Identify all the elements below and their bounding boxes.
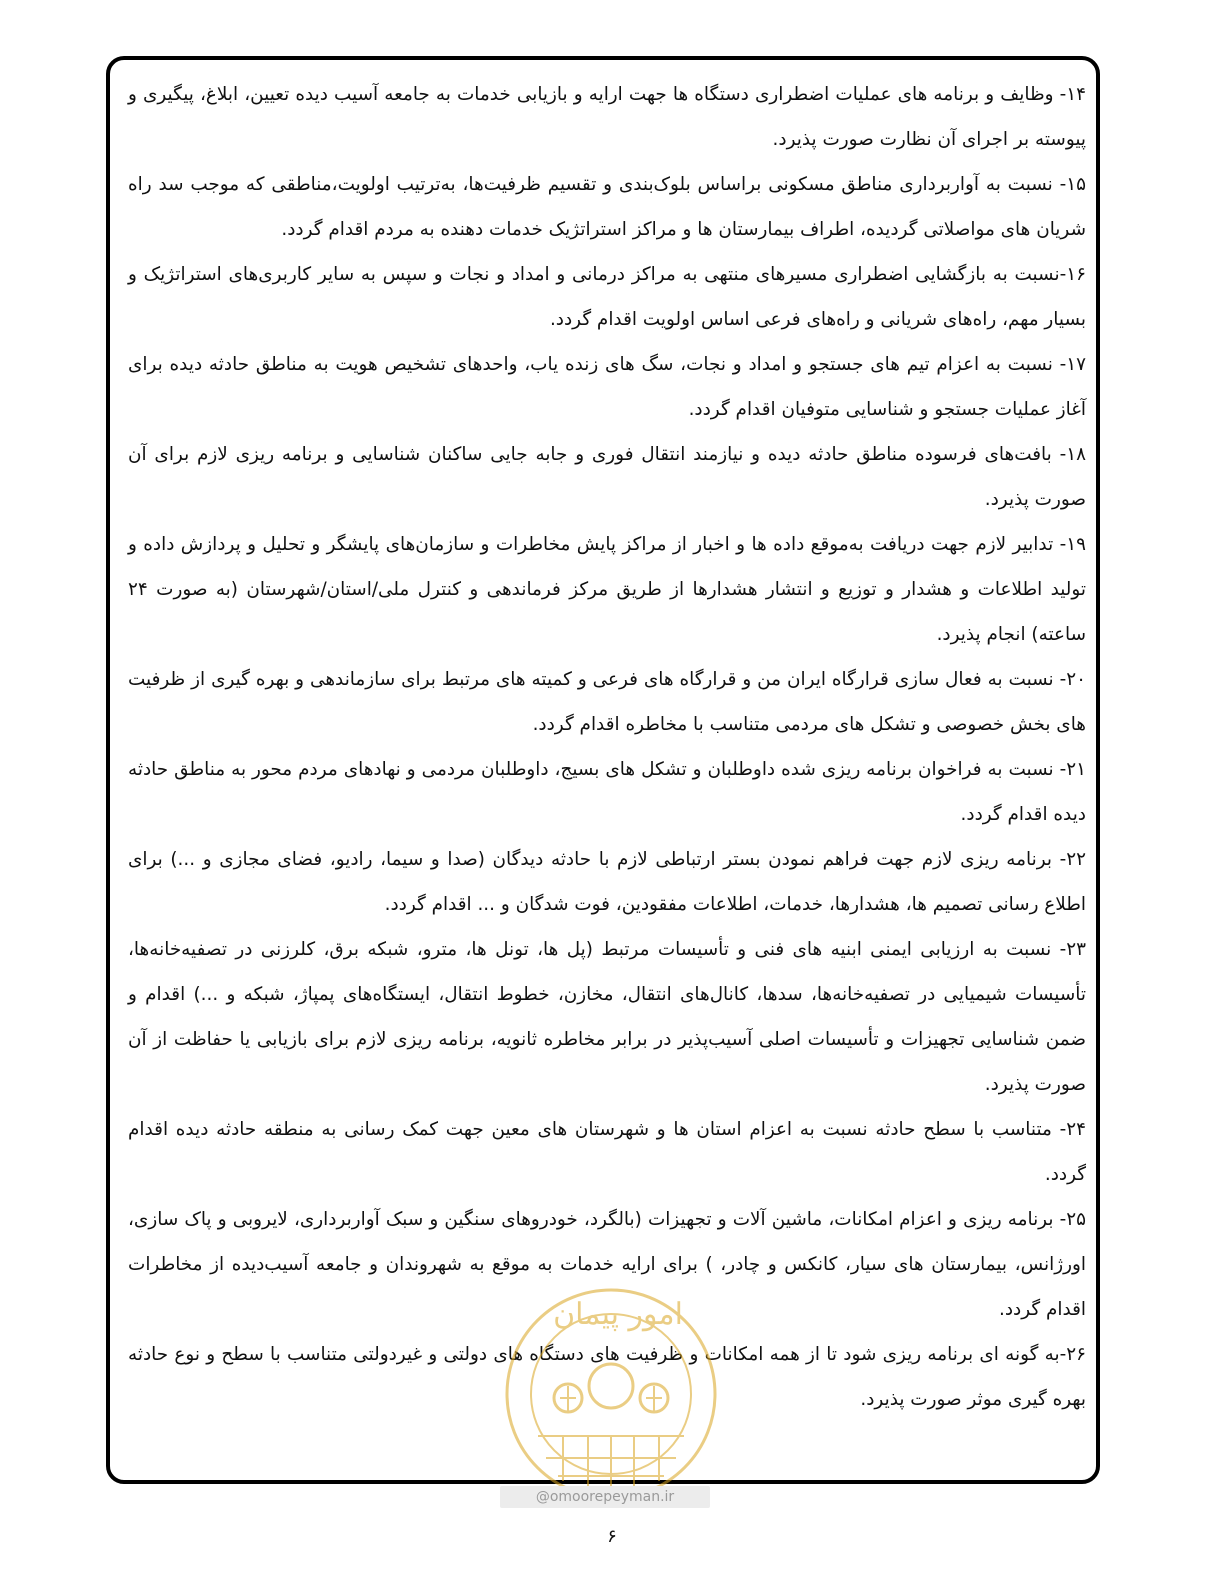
paragraph-24: ۲۴- متناسب با سطح حادثه نسبت به اعزام استان ها و شهرستان های معین جهت کمک رسانی به منطقه حادثه دیده اقدام گردد.: [128, 1119, 1086, 1185]
svg-text:امور پیمان: امور پیمان: [553, 1297, 683, 1332]
paragraph-26: ۲۶-به گونه ای برنامه ریزی شود تا از همه امکانات و ظرفیت های دستگاه های دولتی و غیردولتی متناسب با سطح و نوع حادثه بهره گیری موثر صورت پذیرد.: [128, 1344, 1086, 1410]
paragraph-20: ۲۰- نسبت به فعال سازی قرارگاه ایران من و قرارگاه های فرعی و کمیته های مرتبط برای سازماندهی و بهره گیری از ظرفیت های بخش خصوصی و تشکل های مردمی متناسب با مخاطره اقدام گردد.: [128, 669, 1086, 735]
page-number: ۶: [607, 1526, 617, 1547]
watermark-site: @omoorepeyman.ir: [500, 1486, 710, 1508]
paragraph-22: ۲۲- برنامه ریزی لازم جهت فراهم نمودن بستر ارتباطی لازم با حادثه دیدگان (صدا و سیما، رادیو، فضای مجازی و ...) برای اطلاع رسانی تصمیم ها، هشدارها، خدمات، اطلاعات مفقودین، فوت شدگان و ... اقدام گردد.: [128, 849, 1086, 915]
paragraph-14: ۱۴- وظایف و برنامه های عملیات اضطراری دستگاه ها جهت ارایه و بازیابی خدمات به جامعه آسیب دیده تعیین، ابلاغ، پیگیری و پیوسته بر اجرای آن نظارت صورت پذیرد.: [128, 84, 1086, 150]
paragraph-15: ۱۵- نسبت به آواربرداری مناطق مسکونی براساس بلوک‌بندی و تقسیم ظرفیت‌ها، به‌ترتیب اولویت،مناطقی که موجب سد راه شریان های مواصلاتی گردیده، اطراف بیمارستان ها و مراکز استراتژیک خدمات دهنده به مردم اقدام گردد.: [128, 174, 1086, 240]
watermark-logo-icon: [498, 1276, 724, 1506]
paragraph-16: ۱۶-نسبت به بازگشایی اضطراری مسیرهای منتهی به مراکز درمانی و امداد و نجات و سپس به سایر کاربری‌های استراتژیک و بسیار مهم، راه‌های شریانی و راه‌های فرعی اساس اولویت اقدام گردد.: [128, 264, 1086, 330]
document-body: [128, 72, 1086, 1422]
paragraph-17: ۱۷- نسبت به اعزام تیم های جستجو و امداد و نجات، سگ های زنده یاب، واحدهای تشخیص هویت به مناطق حادثه دیده برای آغاز عملیات جستجو و شناسایی متوفیان اقدام گردد.: [128, 354, 1086, 420]
paragraph-23: ۲۳- نسبت به ارزیابی ایمنی ابنیه های فنی و تأسیسات مرتبط (پل ها، تونل ها، مترو، شبکه برق، کلرزنی در تصفیه‌خانه‌ها، تأسیسات شیمیایی در تصفیه‌خانه‌ها، سدها، کانال‌های انتقال، مخازن، خطوط انتقال، ایستگاه‌های پمپاژ، شبکه و ...) اقدام و ضمن شناسایی تجهیزات و تأسیسات اصلی آسیب‌پذیر در برابر مخاطره ثانویه، برنامه ریزی لازم برای بازیابی یا حفاظت از آن صورت پذیرد.: [128, 939, 1086, 1095]
paragraph-19: ۱۹- تدابیر لازم جهت دریافت به‌موقع داده ها و اخبار از مراکز پایش مخاطرات و سازمان‌های پایشگر و تحلیل و پردازش داده و تولید اطلاعات و هشدار و توزیع و انتشار هشدارها از طریق مرکز فرماندهی و کنترل ملی/استان/شهرستان (به صورت ۲۴ ساعته) انجام پذیرد.: [128, 534, 1086, 645]
paragraph-25: ۲۵- برنامه ریزی و اعزام امکانات، ماشین آلات و تجهیزات (بالگرد، خودروهای سنگین و سبک آواربرداری، لایروبی و پاک سازی، اورژانس، بیمارستان های سیار، کانکس و چادر، ) برای ارایه خدمات به موقع به شهروندان و جامعه آسیب‌دیده از مخاطرات اقدام گردد.: [128, 1209, 1086, 1320]
paragraph-18: ۱۸- بافت‌های فرسوده مناطق حادثه دیده و نیازمند انتقال فوری و جابه جایی ساکنان شناسایی و برنامه ریزی لازم برای آن صورت پذیرد.: [128, 444, 1086, 510]
paragraph-21: ۲۱- نسبت به فراخوان برنامه ریزی شده داوطلبان و تشکل های بسیج، داوطلبان مردمی و نهادهای مردم محور به مناطق حادثه دیده اقدام گردد.: [128, 759, 1086, 825]
